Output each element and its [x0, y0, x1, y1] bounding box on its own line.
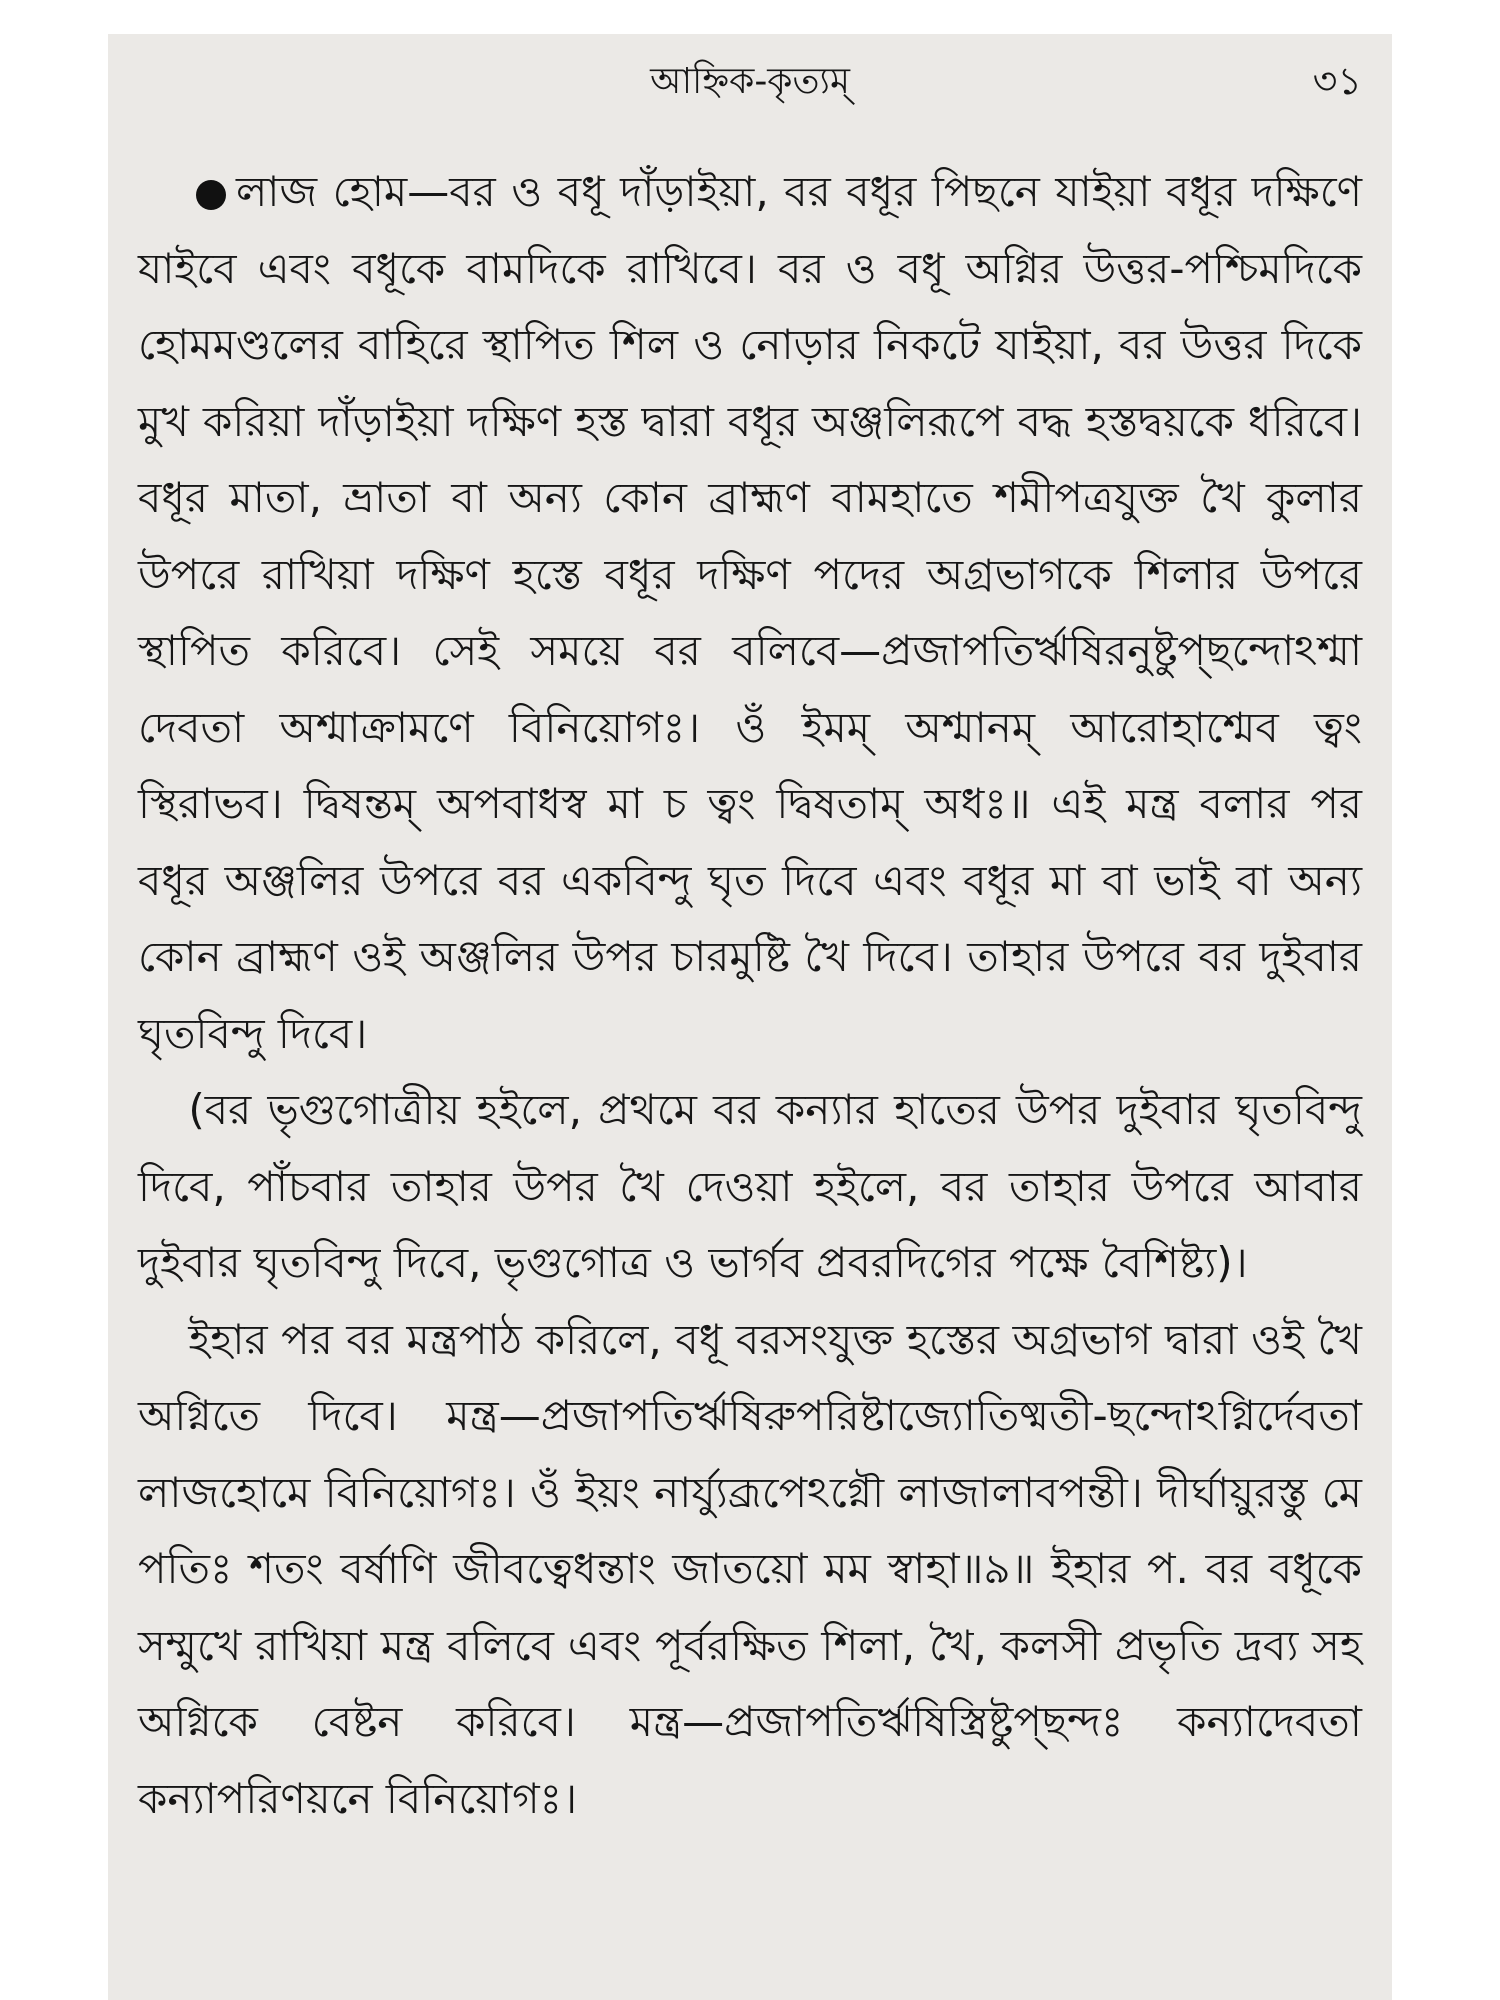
running-header: [138, 34, 1362, 114]
paragraph-mantra: ইহার পর বর মন্ত্রপাঠ করিলে, বধূ বরসংযুক্ত হস্তের অগ্রভাগ দ্বারা ওই খৈ অগ্নিতে দিবে। মন্ত্র—প্রজাপতির্ঋষিরুপরিষ্টাজ্যোতিষ্মতী-ছন্দোঽগ্নির্দেবতা লাজহোমে বিনিয়োগঃ। ওঁ ইয়ং নার্য্যুব্রূপেঽগ্নৌ লাজালাবপন্তী। দীর্ঘায়ুরস্তু মে পতিঃ শতং বর্ষাণি জীবত্বেধন্তাং জাতয়ো মম স্বাহা॥৯॥ ইহার প. বর বধূকে সম্মুখে রাখিয়া মন্ত্র বলিবে এবং পূর্বরক্ষিত শিলা, খৈ, কলসী প্রভৃতি দ্রব্য সহ অগ্নিকে বেষ্টন করিবে। মন্ত্র—প্রজাপতির্ঋষিস্ত্রিষ্টুপ্ছন্দঃ কন্যাদেবতা কন্যাপরিণয়নে বিনিয়োগঃ।: [138, 1314, 1362, 1823]
paragraph-lajahom: [138, 154, 1362, 1072]
body-text: [138, 154, 1362, 1837]
bullet-icon: [196, 180, 226, 210]
book-page: [108, 34, 1392, 2000]
paragraph-text: লাজ হোম—বর ও বধূ দাঁড়াইয়া, বর বধূর পিছনে যাইয়া বধূর দক্ষিণে যাইবে এবং বধূকে বামদিকে রাখিবে। বর ও বধূ অগ্নির উত্তর-পশ্চিমদিকে হোমমণ্ডলের বাহিরে স্থাপিত শিল ও নোড়ার নিকটে যাইয়া, বর উত্তর দিকে মুখ করিয়া দাঁড়াইয়া দক্ষিণ হস্ত দ্বারা বধূর অঞ্জলিরূপে বদ্ধ হস্তদ্বয়কে ধরিবে। বধূর মাতা, ভ্রাতা বা অন্য কোন ব্রাহ্মণ বামহাতে শমীপত্রযুক্ত খৈ কুলার উপরে রাখিয়া দক্ষিণ হস্তে বধূর দক্ষিণ পদের অগ্রভাগকে শিলার উপরে স্থাপিত করিবে। সেই সময়ে বর বলিবে—প্রজাপতির্ঋষিরনুষ্টুপ্ছন্দোঽশ্মা দেবতা অশ্মাক্রামণে বিনিয়োগঃ। ওঁ ইমম্ অশ্মানম্ আরোহাশ্মেব ত্বং স্থিরাভব। দ্বিষন্তম্ অপবাধস্ব মা চ ত্বং দ্বিষতাম্ অধঃ॥ এই মন্ত্র বলার পর বধূর অঞ্জলির উপরে বর একবিন্দু ঘৃত দিবে এবং বধূর মা বা ভাই বা অন্য কোন ব্রাহ্মণ ওই অঞ্জলির উপর চারমুষ্টি খৈ দিবে। তাহার উপরে বর দুইবার ঘৃতবিন্দু দিবে।: [138, 167, 1362, 1058]
running-title: আহ্নিক-কৃত্যম্: [650, 61, 850, 102]
paragraph-note: (বর ভৃগুগোত্রীয় হইলে, প্রথমে বর কন্যার হাতের উপর দুইবার ঘৃতবিন্দু দিবে, পাঁচবার তাহার উপর খৈ দেওয়া হইলে, বর তাহার উপরে আবার দুইবার ঘৃতবিন্দু দিবে, ভৃগুগোত্র ও ভার্গব প্রবরদিগের পক্ষে বৈশিষ্ট্য)।: [138, 1085, 1362, 1287]
page-number: ৩১: [1312, 59, 1362, 103]
